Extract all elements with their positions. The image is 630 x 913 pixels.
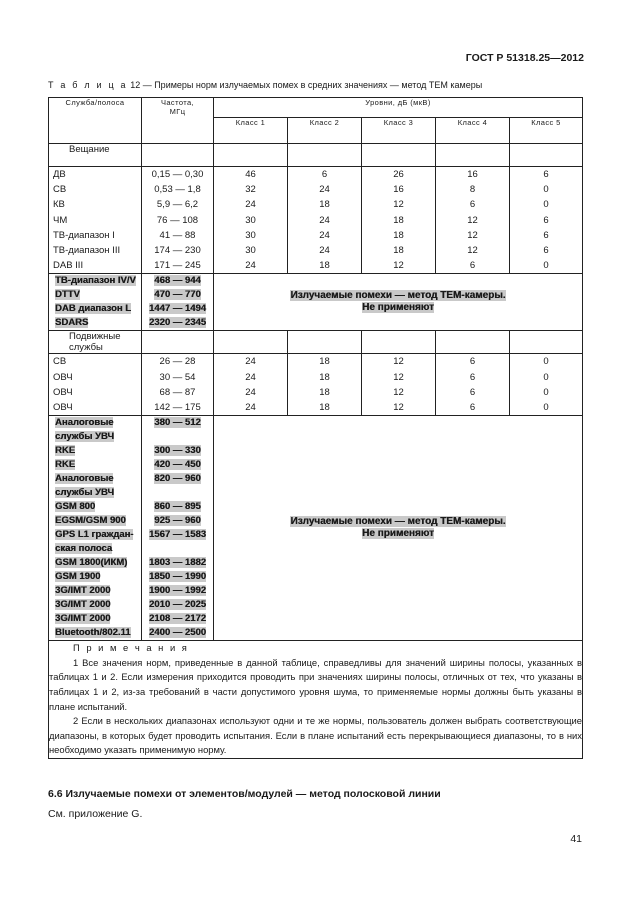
service-name: GSM 1800(ИКМ) [55,557,128,569]
level-cell: 6 [436,385,510,400]
table-row [49,213,583,228]
table-row [49,243,583,258]
level-cell: 0 [510,258,583,274]
service-cell [49,458,142,472]
level-cell: 18 [288,385,362,400]
col-header-freq: Частота, МГц [142,98,214,144]
table-notes [49,641,583,759]
level-cell: 6 [436,370,510,385]
level-cell: 12 [362,370,436,385]
col-header-class-2: Класс 2 [288,118,362,144]
level-cell: 30 [214,228,288,243]
freq-cell [142,458,214,472]
freq-value: 380 — 512 [154,417,201,429]
freq-cell [142,514,214,528]
caption-prefix: Т а б л и ц а [48,80,128,90]
service-name-cont: службы УВЧ [55,487,115,499]
level-cell: 24 [214,258,288,274]
service-name-cont: службы УВЧ [55,431,115,443]
freq-cell: 26 — 28 [142,354,214,370]
service-cell: ТВ-диапазон III [49,243,142,258]
note-2: 2 Если в нескольких диапазонах используют одни и те же нормы, пользователь должен выбрать соответствующие диапазоны, в которых будет проводить испытания. Если в плане испытаний есть перекрывающиеся диапазоны, то в них необходимо указать применимую норму. [49,715,582,756]
freq-cell: 76 — 108 [142,213,214,228]
level-cell: 24 [214,197,288,212]
table-row [49,416,583,445]
service-name: RKE [55,459,76,471]
service-name: SDARS [55,317,89,329]
service-name: Аналоговые [55,473,114,485]
level-cell: 18 [362,243,436,258]
freq-value: 1900 — 1992 [148,585,207,597]
caption-text: 12 — Примеры норм излучаемых помех в средних значениях — метод ТЕМ камеры [127,80,483,90]
service-cell [49,316,142,331]
na-message-line-2: Не применяют [362,528,434,540]
col-header-service: Служба/полоса [49,98,142,144]
service-cell [49,274,142,289]
level-cell: 24 [288,228,362,243]
freq-cell [142,274,214,289]
level-cell: 6 [288,167,362,183]
freq-cell [142,598,214,612]
table-row [49,385,583,400]
level-cell: 12 [362,197,436,212]
freq-value: 820 — 960 [154,473,201,485]
level-cell: 6 [436,400,510,416]
level-cell: 24 [288,243,362,258]
service-name-cont: ская полоса [55,543,113,555]
level-cell: 12 [436,213,510,228]
service-name: DTTV [55,289,80,301]
level-cell: 12 [362,258,436,274]
table-row [49,167,583,183]
freq-cell: 0,15 — 0,30 [142,167,214,183]
service-cell [49,584,142,598]
freq-value: 2400 — 2500 [148,627,207,639]
level-cell: 18 [288,258,362,274]
freq-cell [142,288,214,302]
col-header-levels: Уровни, дБ (мкВ) [214,98,583,118]
service-cell: ДВ [49,167,142,183]
service-cell: КВ [49,197,142,212]
level-cell: 6 [510,213,583,228]
freq-cell [142,626,214,641]
level-cell: 32 [214,182,288,197]
freq-cell: 0,53 — 1,8 [142,182,214,197]
level-cell: 30 [214,243,288,258]
freq-value: 468 — 944 [154,275,201,287]
freq-value: 2108 — 2172 [148,613,207,625]
table-row [49,258,583,274]
freq-cell [142,316,214,331]
freq-value: 860 — 895 [154,501,201,513]
level-cell: 24 [214,370,288,385]
page-number: 41 [570,833,582,845]
section-mobile: Подвижные службы [49,331,142,354]
level-cell: 26 [362,167,436,183]
level-cell: 12 [362,385,436,400]
service-cell: DAB III [49,258,142,274]
freq-value: 470 — 770 [154,289,201,301]
freq-cell: 142 — 175 [142,400,214,416]
freq-value: 1850 — 1990 [148,571,207,583]
service-cell: ОВЧ [49,400,142,416]
level-cell: 6 [436,354,510,370]
service-cell [49,302,142,316]
freq-cell: 30 — 54 [142,370,214,385]
freq-cell: 41 — 88 [142,228,214,243]
service-name: GSM 800 [55,501,96,513]
service-cell [49,626,142,641]
level-cell: 16 [362,182,436,197]
freq-value: 925 — 960 [154,515,201,527]
level-cell: 8 [436,182,510,197]
service-name: GSM 1900 [55,571,101,583]
freq-cell: 174 — 230 [142,243,214,258]
service-cell: ОВЧ [49,385,142,400]
col-header-class-1: Класс 1 [214,118,288,144]
level-cell: 12 [436,228,510,243]
level-cell: 46 [214,167,288,183]
level-cell: 18 [288,197,362,212]
freq-cell [142,302,214,316]
freq-value: 300 — 330 [154,445,201,457]
table-row [49,370,583,385]
freq-cell [142,556,214,570]
na-message-line-1: Излучаемые помехи — метод ТЕМ-камеры. [290,290,506,302]
level-cell: 24 [214,400,288,416]
col-header-class-4: Класс 4 [436,118,510,144]
table-caption [48,80,482,90]
level-cell: 6 [510,228,583,243]
freq-value: 1567 — 1583 [148,529,207,541]
freq-cell: 5,9 — 6,2 [142,197,214,212]
level-cell: 0 [510,354,583,370]
freq-cell [142,584,214,598]
na-message-line-2: Не применяют [362,302,434,314]
freq-cell [142,416,214,445]
table-row [49,228,583,243]
level-cell: 16 [436,167,510,183]
level-cell: 6 [510,167,583,183]
level-cell: 18 [288,354,362,370]
table-row [49,274,583,289]
na-message-broadcast [214,274,583,331]
service-name: 3G/IMT 2000 [55,585,111,597]
service-cell [49,288,142,302]
freq-cell [142,472,214,500]
level-cell: 0 [510,182,583,197]
freq-value: 2010 — 2025 [148,599,207,611]
freq-value: 1447 — 1494 [148,303,207,315]
service-cell [49,514,142,528]
level-cell: 24 [288,182,362,197]
section-title: 6.6 Излучаемые помехи от элементов/модулей — метод полосковой линии [48,788,441,800]
service-name: Аналоговые [55,417,114,429]
service-name: GPS L1 граждан- [55,529,134,541]
document-header: ГОСТ Р 51318.25—2012 [465,52,584,64]
service-name: EGSM/GSM 900 [55,515,126,527]
service-cell [49,570,142,584]
level-cell: 6 [436,258,510,274]
level-cell: 30 [214,213,288,228]
level-cell: 6 [510,243,583,258]
col-header-class-3: Класс 3 [362,118,436,144]
level-cell: 0 [510,197,583,212]
level-cell: 6 [436,197,510,212]
service-cell: ЧМ [49,213,142,228]
service-cell [49,500,142,514]
freq-value: 420 — 450 [154,459,201,471]
service-cell: СВ [49,354,142,370]
table-row [49,400,583,416]
na-message-line-1: Излучаемые помехи — метод ТЕМ-камеры. [290,516,506,528]
level-cell: 24 [214,385,288,400]
service-name: Bluetooth/802.11 [55,627,131,639]
level-cell: 0 [510,400,583,416]
service-cell [49,416,142,445]
level-cell: 18 [362,213,436,228]
level-cell: 12 [362,400,436,416]
service-cell [49,612,142,626]
level-cell: 24 [214,354,288,370]
freq-cell [142,528,214,556]
level-cell: 18 [288,400,362,416]
col-header-class-5: Класс 5 [510,118,583,144]
freq-value: 2320 — 2345 [148,317,207,329]
table-row [49,197,583,212]
freq-cell [142,444,214,458]
freq-cell: 68 — 87 [142,385,214,400]
section-broadcast: Вещание [49,144,142,167]
freq-cell [142,500,214,514]
level-cell: 24 [288,213,362,228]
service-name: 3G/IMT 2000 [55,599,111,611]
level-cell: 0 [510,370,583,385]
level-cell: 18 [362,228,436,243]
table-row [49,182,583,197]
na-message-mobile [214,416,583,641]
service-cell: СВ [49,182,142,197]
service-cell [49,556,142,570]
limits-table [48,97,583,759]
table-row [49,354,583,370]
level-cell: 18 [288,370,362,385]
service-cell [49,444,142,458]
section-text: См. приложение G. [48,808,143,820]
note-1: 1 Все значения норм, приведенные в данной таблице, справедливы для значений ширины полосы, указанных в таблицах 1 и 2. Если измерения приходится проводить при значениях ширины полосы, отличных от тех, что указаны в таблицах 1 и 2, из-за требований в части допустимого уровня шума, то применяемые нормы должны быть указаны в плане испытаний. [49,656,582,712]
service-name: 3G/IMT 2000 [55,613,111,625]
level-cell: 12 [362,354,436,370]
freq-value: 1803 — 1882 [148,557,207,569]
notes-title: П р и м е ч а н и я [73,642,189,654]
service-name: DAB диапазон L [55,303,131,315]
level-cell: 0 [510,385,583,400]
freq-cell: 171 — 245 [142,258,214,274]
service-cell [49,472,142,500]
level-cell: 12 [436,243,510,258]
service-name: ТВ-диапазон IV/V [55,275,136,287]
service-cell [49,528,142,556]
freq-cell [142,612,214,626]
service-name: RKE [55,445,76,457]
service-cell: ОВЧ [49,370,142,385]
service-cell: ТВ-диапазон I [49,228,142,243]
service-cell [49,598,142,612]
freq-cell [142,570,214,584]
